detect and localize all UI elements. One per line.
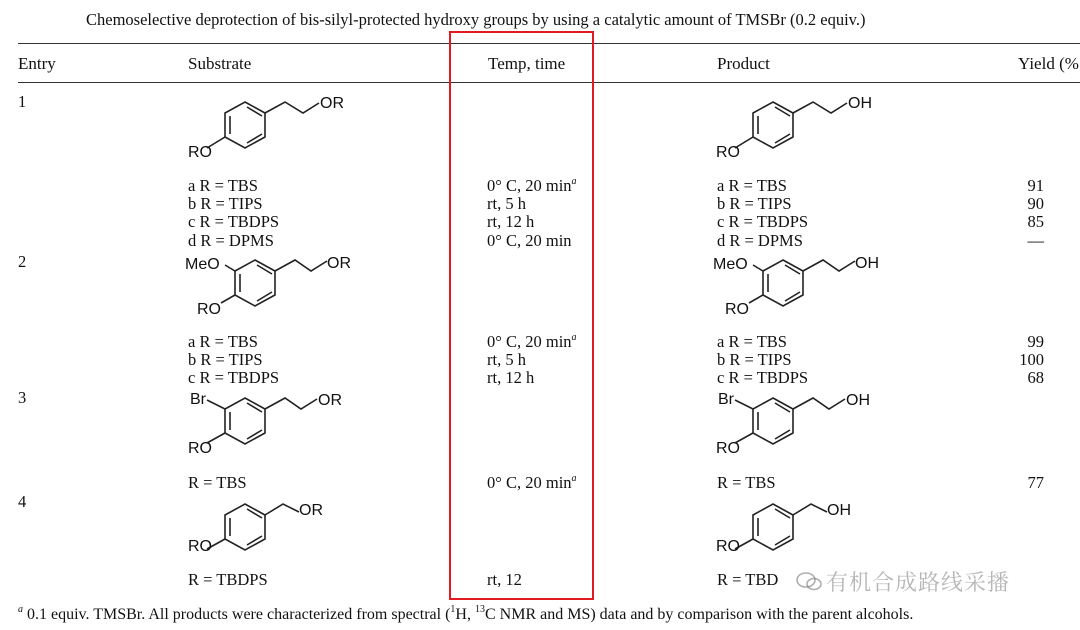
watermark-text: 有机合成路线采播: [826, 570, 1011, 595]
product-structure-4: [713, 490, 893, 562]
header-temp-time: Temp, time: [488, 54, 566, 73]
ro-label: RO: [716, 440, 740, 457]
benzene-ring: [753, 504, 793, 550]
header-product: Product: [717, 54, 770, 73]
substrate-r-group: d R = DPMS: [188, 231, 274, 250]
benzene-ring: [225, 398, 265, 444]
ro-label: RO: [197, 301, 221, 318]
or-label: OR: [327, 255, 351, 272]
condition: rt, 12: [487, 570, 522, 589]
condition: 0° C, 20 $\min^a$: [487, 473, 577, 492]
yield-value: 99: [1027, 332, 1044, 351]
substrate-structure-1: [185, 86, 365, 168]
footnote: $^a$ 0.1 equiv. TMSBr. All products were characterized from spectral ($^1$H, $^{13}$C NMR and MS) data and by comparison with the parent alcohols.: [18, 604, 914, 623]
entry-number: 3: [18, 388, 27, 407]
header-entry: Entry: [18, 54, 56, 73]
benzene-ring: [753, 398, 793, 444]
condition: rt, 5 h: [487, 194, 526, 213]
ro-label: RO: [716, 144, 740, 161]
footnote-marker: a: [571, 176, 577, 187]
substrate-r-group: a R = TBS: [188, 176, 258, 195]
substrate-r-group: c R = TBDPS: [188, 212, 280, 231]
yield-value: —: [1027, 231, 1044, 250]
benzene-ring: [235, 260, 275, 306]
table-title: Chemoselective deprotection of bis-silyl-protected hydroxy groups by using a catalytic amount of TMSBr (0.2 equiv.): [86, 10, 866, 29]
entry-number: 4: [18, 492, 27, 511]
product-r-group: R = TBS: [717, 473, 776, 492]
product-structure-1: [713, 86, 893, 168]
header-yield: Yield (%: [1018, 54, 1079, 73]
substrate-r-group: a R = TBS: [188, 332, 258, 351]
product-r-group: c R = TBDPS: [717, 368, 809, 387]
yield-value: 91: [1027, 176, 1044, 195]
benzene-ring: [763, 260, 803, 306]
substrate-structure-3: [185, 386, 365, 458]
footnote-marker: a: [571, 332, 577, 343]
oh-label: OH: [855, 255, 879, 272]
substrate-r-group: R = TBS: [188, 473, 247, 492]
substrate-r-group: R = TBDPS: [188, 570, 268, 589]
condition: 0° C, 20 min: [487, 231, 572, 250]
entry-number: 2: [18, 252, 27, 271]
br-label: Br: [190, 391, 206, 408]
condition: 0° C, 20 $\min^a$: [487, 176, 577, 195]
product-r-group: b R = TIPS: [717, 350, 792, 369]
ro-label: RO: [188, 144, 212, 161]
product-r-group: a R = TBS: [717, 332, 787, 351]
benzene-ring: [225, 102, 265, 148]
condition: rt, 12 h: [487, 212, 535, 231]
substrate-structure-4: [185, 490, 365, 562]
product-structure-2: [713, 248, 893, 320]
ro-label: RO: [188, 538, 212, 555]
benzene-ring: [753, 102, 793, 148]
meo-label: MeO: [185, 256, 220, 273]
substrate-r-group: c R = TBDPS: [188, 368, 280, 387]
or-label: OR: [320, 95, 344, 112]
substrate-r-group: b R = TIPS: [188, 350, 263, 369]
or-label: OR: [299, 502, 323, 519]
product-r-group: d R = DPMS: [717, 231, 803, 250]
yield-value: 90: [1027, 194, 1044, 213]
oh-label: OH: [846, 392, 870, 409]
header-substrate: Substrate: [188, 54, 252, 73]
ro-label: RO: [188, 440, 212, 457]
footnote-mark: a: [18, 604, 23, 615]
condition: rt, 12 h: [487, 368, 535, 387]
yield-value: 100: [1019, 350, 1044, 369]
entry-number: 1: [18, 92, 27, 111]
highlight-box: [449, 31, 594, 600]
condition: rt, 5 h: [487, 350, 526, 369]
yield-value: 85: [1027, 212, 1044, 231]
oh-label: OH: [827, 502, 851, 519]
meo-label: MeO: [713, 256, 748, 273]
footnote-marker: a: [571, 473, 577, 484]
yield-value: 77: [1027, 473, 1044, 492]
product-r-group: b R = TIPS: [717, 194, 792, 213]
yield-value: 68: [1027, 368, 1044, 387]
substrate-r-group: b R = TIPS: [188, 194, 263, 213]
wechat-icon: [796, 570, 822, 592]
ro-label: RO: [716, 538, 740, 555]
benzene-ring: [225, 504, 265, 550]
product-r-group: R = TBD: [717, 570, 779, 589]
oh-label: OH: [848, 95, 872, 112]
condition: 0° C, 20 $\min^a$: [487, 332, 577, 351]
ro-label: RO: [725, 301, 749, 318]
substrate-structure-2: [185, 248, 365, 320]
product-r-group: a R = TBS: [717, 176, 787, 195]
br-label: Br: [718, 391, 734, 408]
product-structure-3: [713, 386, 893, 458]
product-r-group: c R = TBDPS: [717, 212, 809, 231]
or-label: OR: [318, 392, 342, 409]
